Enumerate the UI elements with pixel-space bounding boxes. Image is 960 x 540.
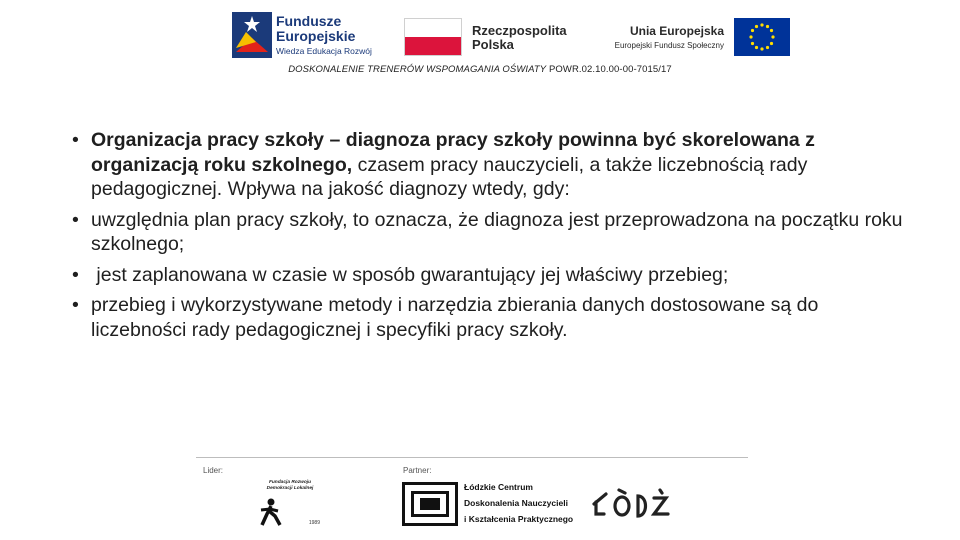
bullet-text: czasem pracy nauczycieli, a także liczebnością rady pedagogicznej. Wpływa na jakość diagnozy wtedy, gdy:: [91, 153, 808, 200]
ue-logo-line1: Unia Europejska: [629, 24, 724, 38]
partner-label: Partner:: [403, 466, 432, 475]
bullet-item-2: [72, 208, 912, 257]
bullet-item-1: [72, 128, 912, 202]
fundusze-europejskie-flag-icon: [232, 12, 272, 58]
rp-logo-line1: Rzeczpospolita: [472, 23, 567, 38]
lider-logo: [256, 480, 322, 528]
project-name: DOSKONALENIE TRENERÓW WSPOMAGANIA OŚWIATY: [288, 64, 547, 75]
bullet-bold-text: Organizacja pracy szkoły – diagnoza pracy szkoły powinna być skorelowana z organizacją roku szkolnego,: [91, 129, 815, 176]
rzeczpospolita-polska-logo: [404, 18, 574, 58]
fe-logo-line3: Wiedza Edukacja Rozwój: [276, 46, 372, 56]
ue-logo-line2: Europejski Fundusz Społeczny: [614, 41, 724, 50]
bullet-text: uwzględnia plan pracy szkoły, to oznacza, że diagnoza jest przeprowadzona na początku roku szkolnego;: [91, 208, 903, 255]
partner-logo-line2: Doskonalenia Nauczycieli: [464, 498, 568, 508]
lodz-city-mark-icon: [590, 484, 672, 520]
fundusze-europejskie-logo: [232, 12, 374, 58]
polish-flag-icon: [404, 18, 462, 56]
bullet-item-3: [72, 263, 912, 288]
partner-logo-line3: i Kształcenia Praktycznego: [464, 514, 574, 524]
lider-logo-caption: Fundacja Rozwoju Demokracji Lokalnej: [266, 480, 314, 491]
bullet-text: jest zaplanowana w czasie w sposób gwarantujący jej właściwy przebieg;: [91, 263, 729, 286]
partner-logo-line1: Łódzkie Centrum: [464, 482, 533, 492]
walking-figure-icon: [258, 498, 284, 526]
eu-stars-flag-icon: [734, 18, 790, 56]
fe-logo-line1: Fundusze: [276, 13, 342, 29]
rp-logo-line2: Polska: [472, 37, 514, 52]
bullet-marker: •: [72, 294, 79, 316]
project-code: POWR.02.10.00-00-7015/17: [546, 64, 672, 75]
bullet-marker: •: [72, 208, 79, 231]
bullet-text: przebieg i wykorzystywane metody i narzędzia zbierania danych dostosowane są do liczebności rady pedagogicznej i specyfiki pracy szkoły.: [91, 294, 819, 341]
bullet-marker: •: [72, 129, 79, 151]
bullet-list: [72, 128, 912, 348]
unia-europejska-logo: [600, 18, 790, 58]
lider-logo-year: 1989: [308, 520, 320, 526]
bullet-marker: •: [72, 263, 79, 286]
footer-divider: [196, 457, 748, 458]
fe-logo-line2: Europejskie: [276, 28, 356, 44]
bullet-item-4: [72, 293, 912, 342]
concentric-squares-icon: [402, 482, 458, 526]
lider-label: Lider:: [203, 466, 224, 475]
partner-logo: [402, 480, 574, 528]
project-identifier: [0, 64, 960, 75]
